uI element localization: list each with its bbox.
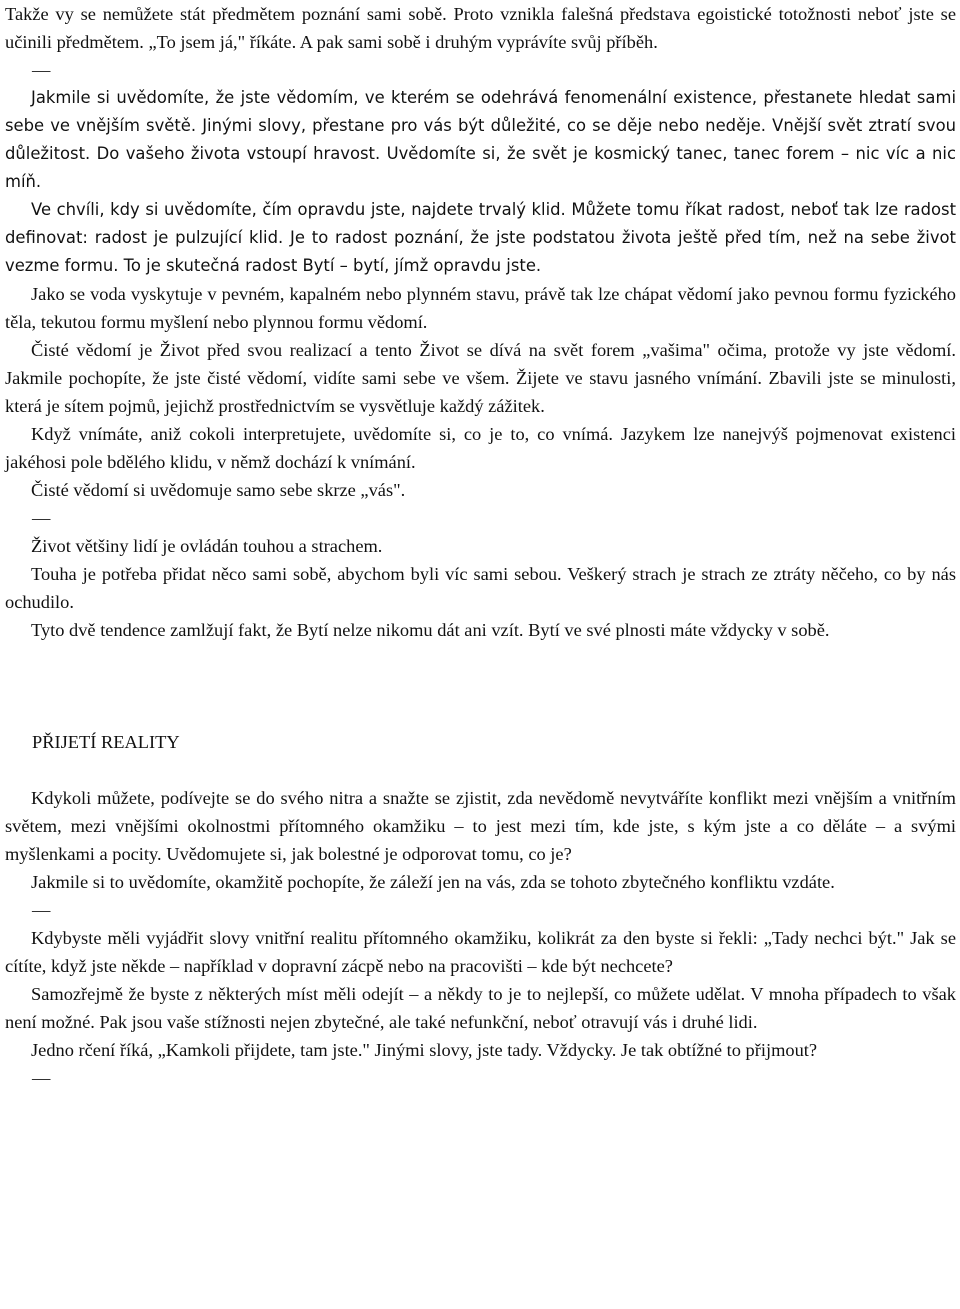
paragraph: Jako se voda vyskytuje v pevném, kapalném nebo plynném stavu, právě tak lze chápat vědomí jako pevnou formu fyzického těla, tekutou formu myšlení nebo plynnou formu vědomí. bbox=[5, 284, 956, 332]
section-separator: — bbox=[32, 508, 51, 528]
paragraph: Tyto dvě tendence zamlžují fakt, že Bytí nelze nikomu dát ani vzít. Bytí ve své plnosti máte vždycky v sobě. bbox=[31, 620, 830, 640]
blank-space bbox=[5, 756, 956, 784]
paragraph: Ve chvíli, kdy si uvědomíte, čím opravdu jste, najdete trvalý klid. Můžete tomu říkat radost, neboť tak lze radost definovat: radost je pulzující klid. Je to radost poznání, že jste podstatou života ještě před tím, než na sebe život vezme formu. To je skutečná radost Bytí – bytí, jímž opravdu jste. bbox=[5, 200, 956, 275]
blank-space bbox=[5, 644, 956, 728]
section-heading: PŘIJETÍ REALITY bbox=[32, 732, 180, 752]
paragraph: Jedno rčení říká, „Kamkoli přijdete, tam jste." Jinými slovy, jste tady. Vždycky. Je tak obtížné to přijmout? bbox=[31, 1040, 818, 1060]
section-separator: — bbox=[32, 900, 51, 920]
paragraph: Život většiny lidí je ovládán touhou a strachem. bbox=[31, 536, 383, 556]
paragraph: Jakmile si uvědomíte, že jste vědomím, ve kterém se odehrává fenomenální existence, přestanete hledat sami sebe ve vnějším světě. Jinými slovy, přestane pro vás být důležité, co se děje nebo neděje. Vnější svět ztratí svou důležitost. Do vašeho života vstoupí hravost. Uvědomíte si, že svět je kosmický tanec, tanec forem – nic víc a nic míň. bbox=[5, 88, 956, 191]
paragraph: Když vnímáte, aniž cokoli interpretujete, uvědomíte si, co je to, co vnímá. Jazykem lze nanejvýš pojmenovat existenci jakéhosi pole bdělého klidu, v němž dochází k vnímání. bbox=[5, 424, 956, 472]
paragraph: Čisté vědomí si uvědomuje samo sebe skrze „vás". bbox=[31, 480, 406, 500]
paragraph: Kdybyste měli vyjádřit slovy vnitřní realitu přítomného okamžiku, kolikrát za den byste si řekli: „Tady nechci být." Jak se cítíte, když jste někde – například v dopravní zácpě nebo na pracovišti – kde být nechcete? bbox=[5, 928, 956, 976]
paragraph: Čisté vědomí je Život před svou realizací a tento Život se dívá na svět forem „vašima" očima, protože vy jste vědomí. Jakmile pochopíte, že jste čisté vědomí, vidíte sami sebe ve všem. Žijete ve stavu jasného vnímání. Zbavili jste se minulosti, která je sítem pojmů, jejichž prostřednictvím se vysvětluje každý zážitek. bbox=[5, 340, 956, 416]
paragraph: Touha je potřeba přidat něco sami sobě, abychom byli víc sami sebou. Veškerý strach je strach ze ztráty něčeho, co by nás ochudilo. bbox=[5, 564, 956, 612]
section-separator: — bbox=[32, 60, 51, 80]
paragraph: Takže vy se nemůžete stát předmětem poznání sami sobě. Proto vznikla falešná představa egoistické totožnosti neboť jste se učinili předmětem. „To jsem já," říkáte. A pak sami sobě i druhým vyprávíte svůj příběh. bbox=[5, 4, 956, 52]
section-separator: — bbox=[32, 1068, 51, 1088]
paragraph: Samozřejmě že byste z některých míst měli odejít – a někdy to je to nejlepší, co můžete udělat. V mnoha případech to však není možné. Pak jsou vaše stížnosti nejen zbytečné, ale také nefunkční, neboť otravují vás i druhé lidi. bbox=[5, 984, 956, 1032]
paragraph: Jakmile si to uvědomíte, okamžitě pochopíte, že záleží jen na vás, zda se tohoto zbytečného konfliktu vzdáte. bbox=[31, 872, 835, 892]
paragraph: Kdykoli můžete, podívejte se do svého nitra a snažte se zjistit, zda nevědomě nevytváříte konflikt mezi vnějším a vnitřním světem, mezi vnějšími okolnostmi přítomného okamžiku – to jest mezi tím, kde jste, s kým jste a co děláte – a svými myšlenkami a pocity. Uvědomujete si, jak bolestné je odporovat tomu, co je? bbox=[5, 788, 956, 864]
